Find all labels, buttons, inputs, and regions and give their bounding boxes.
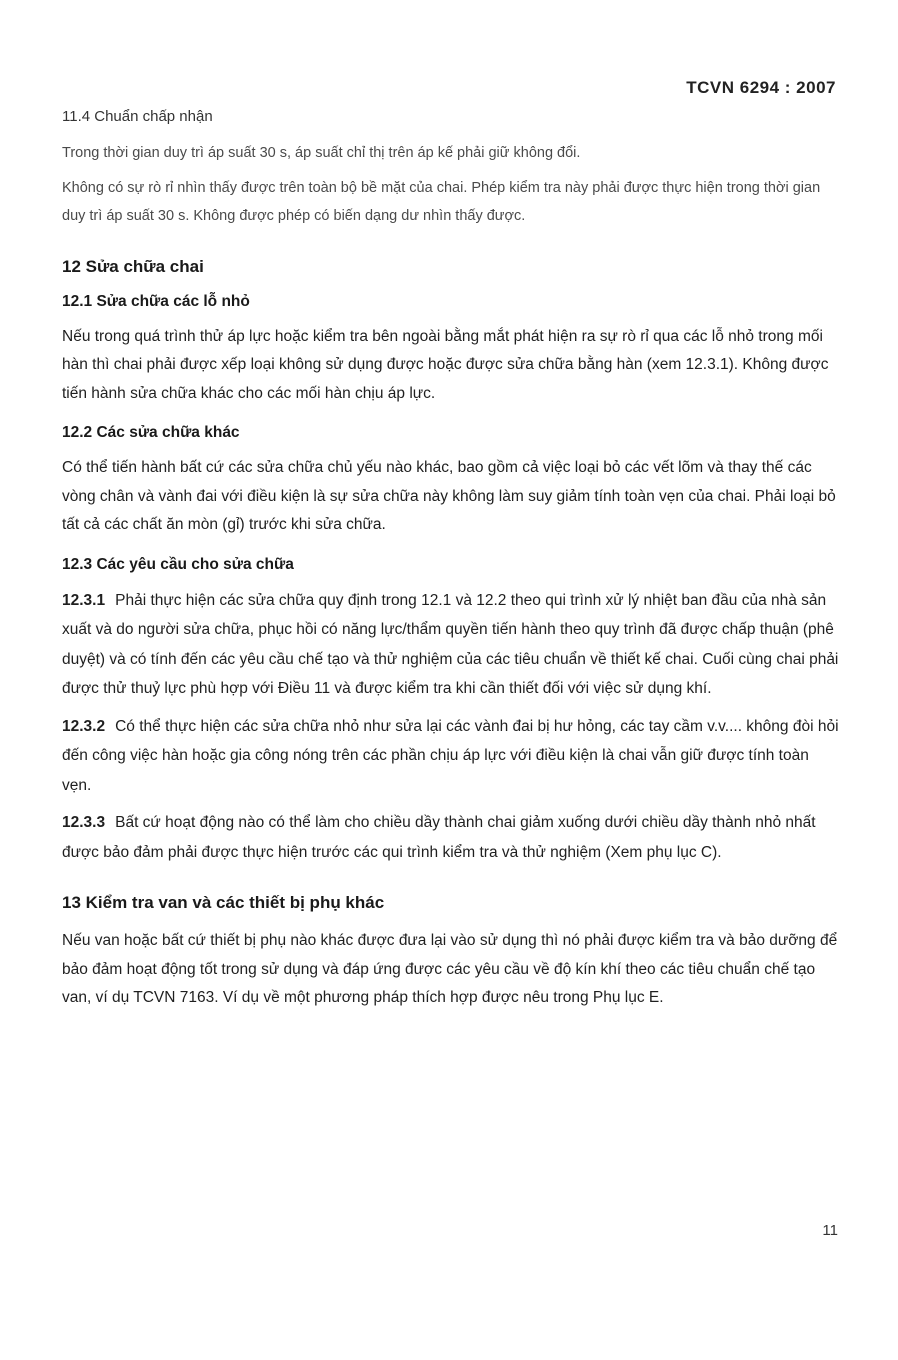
section-12-3-title: 12.3 Các yêu cầu cho sửa chữa — [62, 555, 294, 573]
page-number: 11 — [822, 1222, 838, 1239]
clause-12-3-3 — [62, 808, 840, 867]
clause-12-3-3-text: Bất cứ hoạt động nào có thể làm cho chiều dầy thành chai giảm xuống dưới chiều dầy thành nhỏ nhất được bảo đảm phải được thực hiện trước các qui trình kiểm tra và thử nghiệm (Xem phụ lục C). — [62, 814, 816, 861]
clause-12-3-2 — [62, 712, 840, 801]
clause-12-3-2-text: Có thể thực hiện các sửa chữa nhỏ như sửa lại các vành đai bị hư hỏng, các tay cầm v.v.... không đòi hỏi đến công việc hàn hoặc gia công nóng trên các phần chịu áp lực với điều kiện là chai vẫn giữ được tính toàn vẹn. — [62, 717, 839, 794]
section-12-title: 12 Sửa chữa chai — [62, 256, 204, 276]
clause-12-3-1-text: Phải thực hiện các sửa chữa quy định trong 12.1 và 12.2 theo qui trình xử lý nhiệt ban đầu của nhà sản xuất và do người sửa chữa, phục hồi có năng lực/thẩm quyền tiến hành theo quy trình đã được chấp thuận (phê duyệt) và có tính đến các yêu cầu chế tạo và thử nghiệm của các tiêu chuẩn về thiết kế chai. Cuối cùng chai phải được thử thuỷ lực phù hợp với Điều 11 và được kiểm tra khi cần thiết đối với việc sử dụng khí. — [62, 591, 839, 697]
section-13-title: 13 Kiểm tra van và các thiết bị phụ khác — [62, 893, 385, 912]
clause-12-3-3-number: 12.3.3 — [62, 814, 106, 831]
section-13-paragraph: Nếu van hoặc bất cứ thiết bị phụ nào khác được đưa lại vào sử dụng thì nó phải được kiểm tra và bảo dưỡng để bảo đảm hoạt động tốt trong sử dụng và đáp ứng được các yêu cầu về độ kín khí theo các tiêu chuẩn chế tạo van, ví dụ TCVN 7163. Ví dụ về một phương pháp thích hợp được nêu trong Phụ lục E. — [62, 932, 838, 1006]
section-12-2-paragraph: Có thể tiến hành bất cứ các sửa chữa chủ yếu nào khác, bao gồm cả việc loại bỏ các vết lõm và thay thế các vòng chân và vành đai với điều kiện là sự sửa chữa này không làm suy giảm tính toàn vẹn của chai. Phải loại bỏ tất cả các chất ăn mòn (gỉ) trước khi sửa chữa. — [62, 459, 836, 533]
clause-12-3-1 — [62, 586, 840, 704]
clause-12-3-1-number: 12.3.1 — [62, 591, 106, 609]
section-12-2-title: 12.2 Các sửa chữa khác — [62, 424, 240, 441]
document-body — [62, 108, 840, 1019]
clause-12-3-2-number: 12.3.2 — [62, 717, 106, 735]
standard-code: TCVN 6294 : 2007 — [686, 78, 836, 97]
section-11-4-paragraph-2: Không có sự rò rỉ nhìn thấy được trên toàn bộ bề mặt của chai. Phép kiểm tra này phải được thực hiện trong thời gian duy trì áp suất 30 s. Không được phép có biến dạng dư nhìn thấy được. — [62, 179, 821, 224]
section-11-4-title: 11.4 Chuẩn chấp nhận — [62, 108, 213, 125]
section-11-4-paragraph-1: Trong thời gian duy trì áp suất 30 s, áp suất chỉ thị trên áp kế phải giữ không đổi. — [62, 145, 581, 161]
section-12-1-paragraph: Nếu trong quá trình thử áp lực hoặc kiểm tra bên ngoài bằng mắt phát hiện ra sự rò rỉ qua các lỗ nhỏ trong mối hàn thì chai phải được xếp loại không sử dụng được hoặc được sửa chữa bằng hàn (xem 12.3.1). Không được tiến hành sửa chữa khác cho các mối hàn chịu áp lực. — [62, 327, 829, 402]
section-12-1-title: 12.1 Sửa chữa các lỗ nhỏ — [62, 292, 250, 310]
